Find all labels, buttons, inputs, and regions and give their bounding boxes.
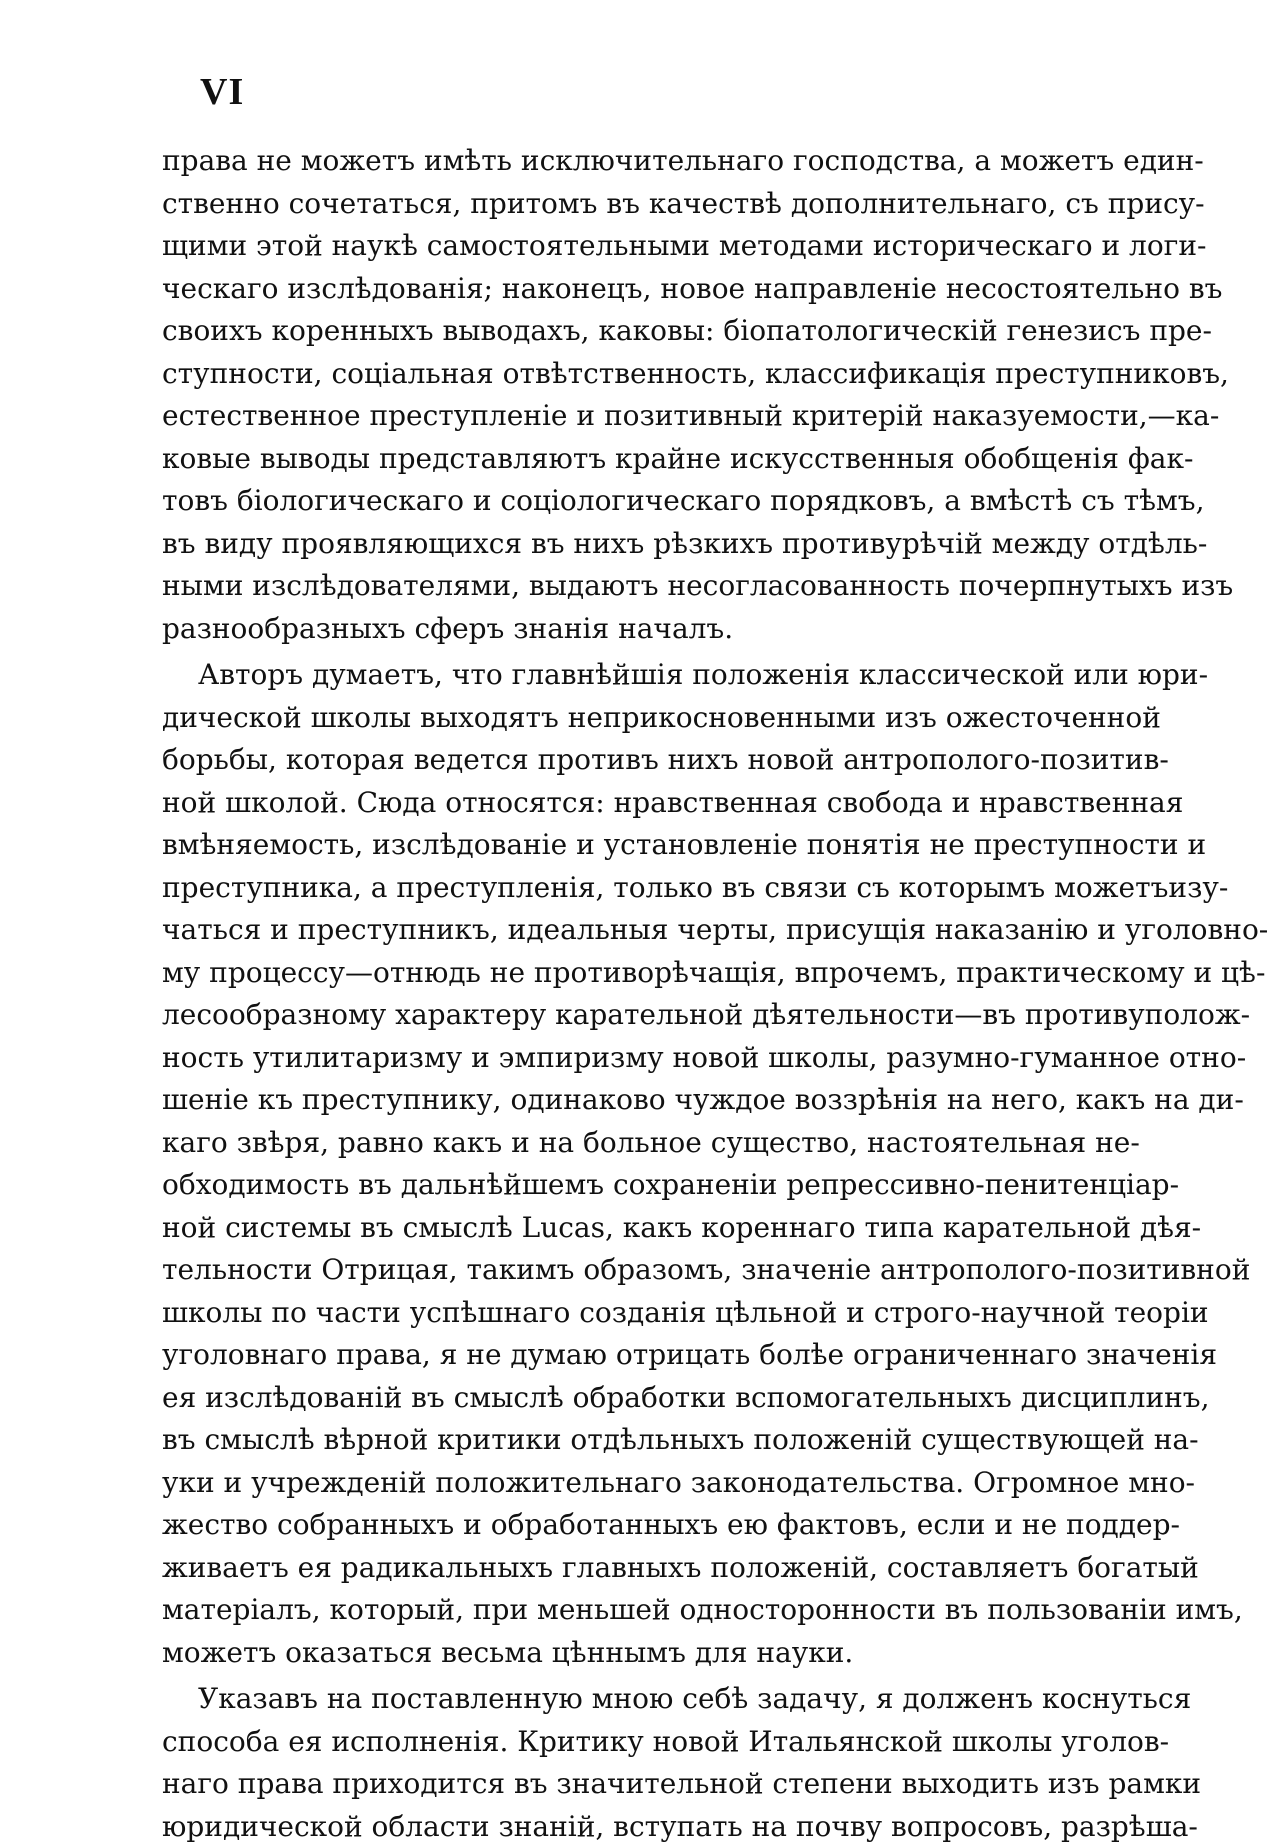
- text-line: уголовнаго права, я не думаю отрицать болѣе ограниченнаго значенія: [162, 1334, 1079, 1377]
- text-line: разнообразныхъ сферъ знанія началъ.: [162, 608, 1079, 651]
- text-line: своихъ коренныхъ выводахъ, каковы: біопатологическій генезисъ пре-: [162, 310, 1079, 353]
- text-line: ступности, соціальная отвѣтственность, классификація преступниковъ,: [162, 353, 1079, 396]
- text-line: можетъ оказаться весьма цѣннымъ для науки.: [162, 1632, 1079, 1675]
- page-number: VI: [200, 70, 244, 114]
- text-line: права не можетъ имѣть исключительнаго господства, а можетъ един-: [162, 140, 1079, 183]
- text-line: въ виду проявляющихся въ нихъ рѣзкихъ противурѣчій между отдѣль-: [162, 523, 1079, 566]
- text-line: вмѣняемость, изслѣдованіе и установленіе понятія не преступности и: [162, 824, 1079, 867]
- text-line: тельности Отрицая, такимъ образомъ, значеніе антрополого-позитивной: [162, 1249, 1079, 1292]
- text-line: шеніе къ преступнику, одинаково чуждое воззрѣнія на него, какъ на ди-: [162, 1079, 1079, 1122]
- text-line: ными изслѣдователями, выдаютъ несогласованность почерпнутыхъ изъ: [162, 565, 1079, 608]
- text-line: му процессу—отнюдь не противорѣчащія, впрочемъ, практическому и цѣ-: [162, 952, 1079, 995]
- text-line: жество собранныхъ и обработанныхъ ею фактовъ, если и не поддер-: [162, 1504, 1079, 1547]
- text-line: способа ея исполненія. Критику новой Итальянской школы уголов-: [162, 1721, 1079, 1764]
- text-line: щими этой наукѣ самостоятельными методами историческаго и логи-: [162, 225, 1079, 268]
- text-line: лесообразному характеру карательной дѣятельности—въ противуполож-: [162, 994, 1079, 1037]
- text-line: уки и учрежденій положительнаго законодательства. Огромное мно-: [162, 1462, 1079, 1505]
- text-line: ной школой. Сюда относятся: нравственная свобода и нравственная: [162, 782, 1079, 825]
- text-line: въ смыслѣ вѣрной критики отдѣльныхъ положеній существующей на-: [162, 1419, 1079, 1462]
- text-line: ность утилитаризму и эмпиризму новой школы, разумно-гуманное отно-: [162, 1037, 1079, 1080]
- text-line: дической школы выходятъ неприкосновенными изъ ожесточенной: [162, 697, 1079, 740]
- text-line: ственно сочетаться, притомъ въ качествѣ дополнительнаго, съ прису-: [162, 183, 1079, 226]
- text-line: матеріалъ, который, при меньшей односторонности въ пользованіи имъ,: [162, 1589, 1079, 1632]
- text-line: ной системы въ смыслѣ Lucas, какъ кореннаго типа карательной дѣя-: [162, 1207, 1079, 1250]
- paragraph-2: [162, 654, 1079, 1674]
- text-line: каго звѣря, равно какъ и на больное существо, настоятельная не-: [162, 1122, 1079, 1165]
- text-line: ковые выводы представляютъ крайне искусственныя обобщенія фак-: [162, 438, 1079, 481]
- body-text: [162, 140, 1079, 1848]
- text-line: живаетъ ея радикальныхъ главныхъ положеній, составляетъ богатый: [162, 1547, 1079, 1590]
- text-line: товъ біологическаго и соціологическаго порядковъ, а вмѣстѣ съ тѣмъ,: [162, 480, 1079, 523]
- paragraph-1: [162, 140, 1079, 650]
- text-line: наго права приходится въ значительной степени выходить изъ рамки: [162, 1763, 1079, 1806]
- text-line: Указавъ на поставленную мною себѣ задачу, я долженъ коснуться: [162, 1678, 1079, 1721]
- text-line: естественное преступленіе и позитивный критерій наказуемости,—ка-: [162, 395, 1079, 438]
- text-line: школы по части успѣшнаго созданія цѣльной и строго-научной теоріи: [162, 1292, 1079, 1335]
- text-line: преступника, а преступленія, только въ связи съ которымъ можетъизу-: [162, 867, 1079, 910]
- text-line: Авторъ думаетъ, что главнѣйшія положенія классической или юри-: [162, 654, 1079, 697]
- text-line: чаться и преступникъ, идеальныя черты, присущія наказанію и уголовно-: [162, 909, 1079, 952]
- text-line: ея изслѣдованій въ смыслѣ обработки вспомогательныхъ дисциплинъ,: [162, 1377, 1079, 1420]
- paragraph-3: [162, 1678, 1079, 1848]
- text-line: борьбы, которая ведется противъ нихъ новой антрополого-позитив-: [162, 739, 1079, 782]
- text-line: юридической области знаній, вступать на почву вопросовъ, разрѣша-: [162, 1806, 1079, 1848]
- text-line: ческаго изслѣдованія; наконецъ, новое направленіе несостоятельно въ: [162, 268, 1079, 311]
- text-line: обходимость въ дальнѣйшемъ сохраненіи репрессивно-пенитенціар-: [162, 1164, 1079, 1207]
